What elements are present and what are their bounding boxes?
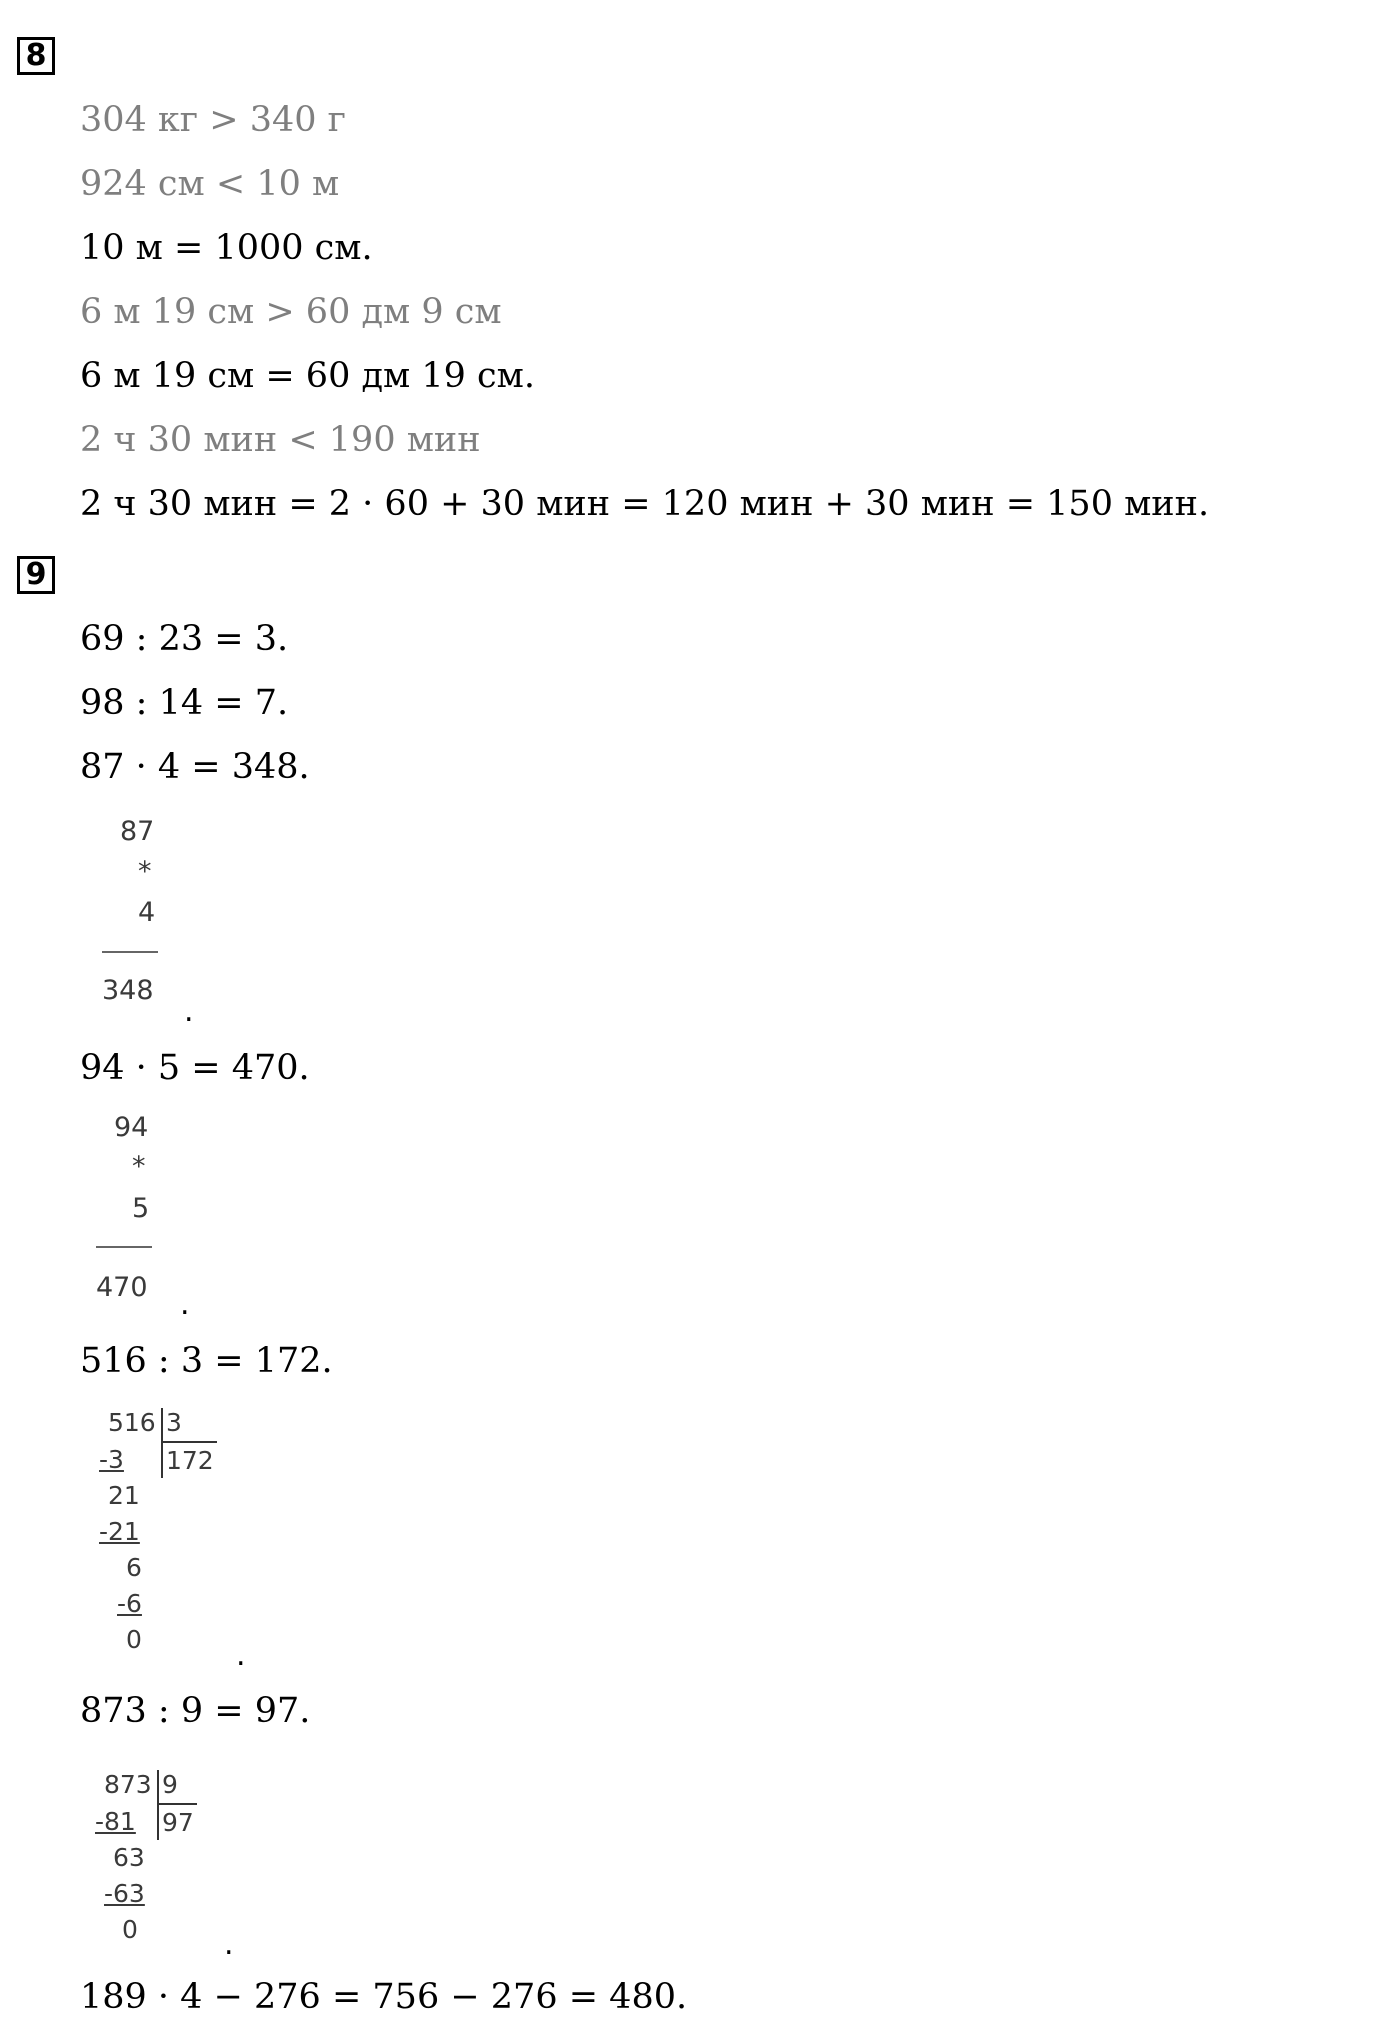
div1-step-6: 0 <box>126 1625 142 1654</box>
mult1-rule <box>102 951 158 953</box>
div2-quotient: 97 <box>162 1808 194 1837</box>
mult1-a: 87 <box>120 816 155 847</box>
div2-step-2: 63 <box>113 1843 145 1872</box>
task-8-line-2: 924 см < 10 м <box>80 164 340 204</box>
task-9-line-4: 94 · 5 = 470. <box>80 1048 310 1088</box>
div2-horizontal-bar <box>157 1803 197 1805</box>
task-8-number: 8 <box>17 37 55 75</box>
div1-step-3: -21 <box>99 1517 140 1546</box>
div1-step-1: -3 <box>99 1445 124 1474</box>
mult2-dot: . <box>180 1287 190 1322</box>
mult1-dot: . <box>184 994 194 1029</box>
task-9-line-3: 87 · 4 = 348. <box>80 747 310 787</box>
task-9-line-7: 189 · 4 − 276 = 756 − 276 = 480. <box>80 1977 688 2017</box>
task-9-line-1: 69 : 23 = 3. <box>80 619 289 659</box>
task-9-number: 9 <box>17 556 55 594</box>
task-8-line-3: 10 м = 1000 см. <box>80 228 373 268</box>
div1-step-2: 21 <box>108 1481 140 1510</box>
div1-horizontal-bar <box>161 1441 217 1443</box>
task-9-line-6: 873 : 9 = 97. <box>80 1691 311 1731</box>
task-8-line-4: 6 м 19 см > 60 дм 9 см <box>80 292 502 332</box>
div2-step-4: 0 <box>122 1915 138 1944</box>
div2-divisor: 9 <box>162 1770 178 1799</box>
div2-step-1: -81 <box>95 1807 136 1836</box>
mult1-op: * <box>138 856 152 887</box>
mult1-result: 348 <box>102 975 154 1006</box>
div2-step-3: -63 <box>104 1879 145 1908</box>
div1-dividend: 516 <box>108 1408 156 1437</box>
div2-dividend: 873 <box>104 1770 152 1799</box>
mult2-op: * <box>132 1151 146 1182</box>
task-9-line-2: 98 : 14 = 7. <box>80 683 289 723</box>
div2-dot: . <box>224 1927 234 1962</box>
mult2-result: 470 <box>96 1272 148 1303</box>
mult2-a: 94 <box>114 1112 149 1143</box>
task-8-line-6: 2 ч 30 мин < 190 мин <box>80 420 481 460</box>
div2-vertical-bar <box>157 1770 159 1840</box>
mult1-b: 4 <box>138 897 156 928</box>
mult2-rule <box>96 1246 152 1248</box>
mult2-b: 5 <box>132 1193 150 1224</box>
div1-quotient: 172 <box>166 1446 214 1475</box>
div1-vertical-bar <box>161 1408 163 1478</box>
task-8-line-1: 304 кг > 340 г <box>80 100 346 140</box>
task-8-line-7: 2 ч 30 мин = 2 · 60 + 30 мин = 120 мин + 30 мин = 150 мин. <box>80 484 1210 524</box>
div1-step-4: 6 <box>126 1553 142 1582</box>
div1-divisor: 3 <box>166 1408 182 1437</box>
div1-dot: . <box>236 1638 246 1673</box>
task-8-line-5: 6 м 19 см = 60 дм 19 см. <box>80 356 535 396</box>
div1-step-5: -6 <box>117 1589 142 1618</box>
task-9-line-5: 516 : 3 = 172. <box>80 1341 333 1381</box>
